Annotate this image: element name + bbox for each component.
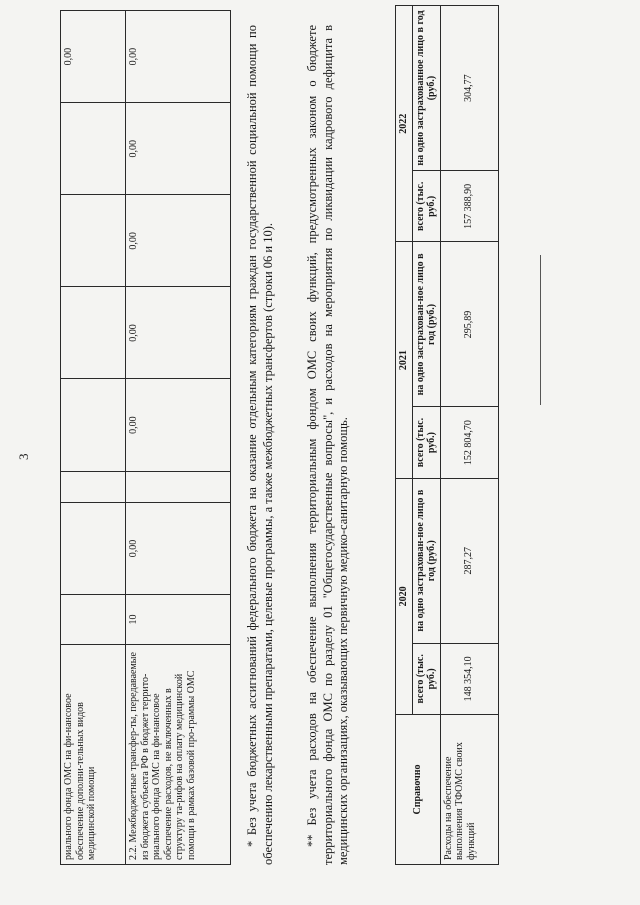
cell-value: 0,00 (61, 11, 126, 103)
cell-value: 0,00 (126, 195, 231, 287)
footnote-2: ** Без учета расходов на обеспечение выполнения территориальным фондом ОМС своих функций, предусмотренных законом о бюджете территориального фонда ОМС по разделу 01 "Общегосударственные вопросы", и расходов на мероприятия по ликвидации кадрового дефицита в медицинских организациях, оказывающих первичную медико-санитарную помощь. (305, 25, 351, 865)
table-row (396, 6, 413, 865)
footnote-1: * Без учета бюджетных ассигнований федерального бюджета на оказание отдельным категориям граждан государственной социальной помощи по обеспечению лекарственными препаратами, целевые программы, а также межбюджетных трансфертов (строки 06 и 10). (245, 25, 275, 865)
cell-value: 152 804,70 (440, 407, 498, 478)
line-number: 10 (126, 595, 231, 645)
table-row (440, 6, 498, 865)
col-header: всего (тыс. руб.) (412, 407, 440, 478)
cell-value: 287,27 (440, 478, 498, 643)
cell-value (126, 471, 231, 502)
separator-line (540, 255, 541, 405)
year-header: 2022 (396, 6, 413, 243)
cell-value (61, 195, 126, 287)
cell-value: 148 354,10 (440, 643, 498, 714)
cell-value: 157 388,90 (440, 171, 498, 242)
reference-table (395, 5, 499, 865)
table-row (61, 11, 126, 865)
header-label: Справочно (396, 715, 441, 865)
col-header: всего (тыс. руб.) (412, 171, 440, 242)
cell-value: 0,00 (126, 11, 231, 103)
table-row (126, 11, 231, 865)
row-label: Расходы на обеспечение выполнения ТФОМС своих функций (440, 715, 498, 865)
col-header: всего (тыс. руб.) (412, 643, 440, 714)
cell-value: 0,00 (126, 103, 231, 195)
cell-value: 295,89 (440, 242, 498, 407)
continuation-table (60, 10, 231, 865)
row-label: 2.2. Межбюджетные трансфер-ты, передаваемые из бюджета субъекта РФ в бюджет террито-риального фонда ОМС на фи-нансовое обеспечение расходов, не включенных в структуру та-рифов на оплату медицинской помощи в рамках базовой про-граммы ОМС (126, 645, 231, 865)
col-header: на одно застрахован-ное лицо в год (руб.) (412, 478, 440, 643)
cell-value (61, 287, 126, 379)
page-number: 3 (16, 453, 31, 460)
row-label: риального фонда ОМС на фи-нансовое обеспечение дополни-тельных видов медицинской помощи (61, 645, 126, 865)
year-header: 2020 (396, 478, 413, 714)
cell-value: 0,00 (126, 502, 231, 594)
col-header: на одно застрахованное лицо в год (руб.) (412, 6, 440, 171)
cell-value: 0,00 (126, 287, 231, 379)
cell-value (61, 379, 126, 471)
line-number (61, 595, 126, 645)
cell-value (61, 103, 126, 195)
cell-value (61, 502, 126, 594)
col-header: на одно застрахован-ное лицо в год (руб.) (412, 242, 440, 407)
cell-value (61, 471, 126, 502)
cell-value: 304,77 (440, 6, 498, 171)
cell-value: 0,00 (126, 379, 231, 471)
year-header: 2021 (396, 242, 413, 478)
